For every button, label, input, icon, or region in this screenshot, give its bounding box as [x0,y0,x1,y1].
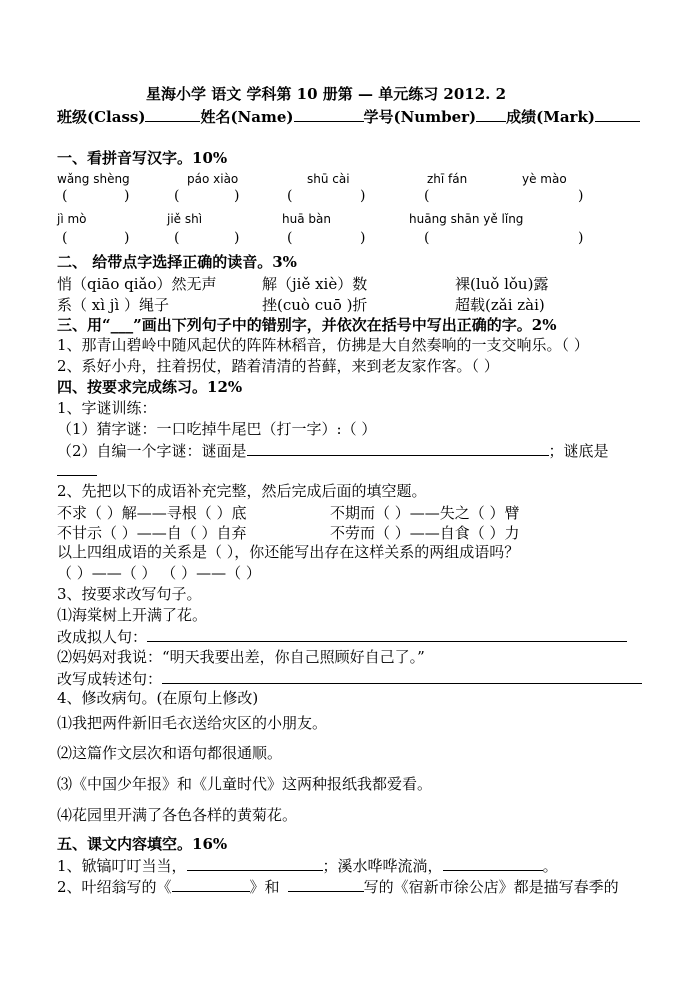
score-label: 成绩(Mark) [506,108,595,126]
section4-heading: 四、按要求完成练习。12% [57,378,243,396]
section1-heading: 一、看拼音写汉字。10% [57,149,228,167]
answer-row-1[interactable]: ( ) ( ) ( ) ( ) [62,188,584,204]
q2-title: 2、先把以下的成语补充完整，然后完成后面的填空题。 [57,482,427,500]
idiom-row-2b[interactable]: 不劳而（ ）——自食（ ）力 [330,524,520,542]
number-label: 学号(Number) [363,108,477,126]
pinyin-2: páo xiào [187,172,239,186]
reported-speech-blank[interactable] [162,668,642,684]
fix-sentence-3[interactable]: ⑶《中国少年报》和《儿童时代》这两种报纸我都爱看。 [57,775,433,793]
worksheet-title: 星海小学 语文 学科第 10 册第 — 单元练习 2012. 2 [146,85,507,103]
fix-sentence-1[interactable]: ⑴我把两件新旧毛衣送给灾区的小朋友。 [57,714,328,732]
fill1-blank-1[interactable] [187,855,323,871]
fill1-a: 1、锨镐叮叮当当， [57,857,187,875]
q3b-task: 改写成转述句： [57,670,163,688]
pinyin-6: jì mò [57,212,87,226]
idiom-row-2a[interactable]: 不甘示（ ）——自（ ）自弃 [57,524,247,542]
pinyin-9: huāng shān yě lǐng [409,212,524,226]
class-label: 班级(Class) [57,108,146,126]
q3a-sentence: ⑴海棠树上开满了花。 [57,606,208,624]
fill2-b: 》和 [249,878,280,896]
fill2-c: 写的《宿新市徐公店》都是描写春季的 [363,878,619,896]
fill-item-1 [57,855,558,876]
fix-sentence-4[interactable]: ⑷花园里开满了各色各样的黄菊花。 [57,806,298,824]
fill1-c: 。 [542,857,558,875]
answer-row-2[interactable]: ( ) ( ) ( ) ( ) [62,230,584,246]
name-blank[interactable] [294,106,364,122]
q3-title: 3、按要求改写句子。 [57,585,202,603]
personification-blank[interactable] [147,626,627,642]
pinyin-5: yè mào [522,172,567,186]
reading-choice-3[interactable]: 裸(luǒ lǒu)露 [455,275,549,293]
class-blank[interactable] [145,106,200,122]
q1b-line [57,440,609,461]
q1b-pre: （2）自编一个字谜：谜面是 [57,442,247,460]
riddle-surface-blank[interactable] [247,440,549,456]
q3b-sentence: ⑵妈妈对我说：“明天我要出差，你自己照顾好自己了。” [57,648,425,666]
fill2-blank-2[interactable] [288,876,364,892]
typo-item-1[interactable]: 1、那青山碧岭中随风起伏的阵阵林稻音，仿拂是大自然奏响的一支交响乐。（ ） [57,336,589,354]
reading-choice-4[interactable]: 系（ xì jì ）绳子 [57,296,170,314]
idiom-relation[interactable]: 以上四组成语的关系是（ ），你还能写出存在这样关系的两组成语吗？ [57,543,520,561]
riddle-answer-line[interactable] [57,460,97,480]
name-label: 姓名(Name) [200,108,294,126]
q1-title: 1、字谜训练： [57,399,157,417]
number-blank[interactable] [476,106,506,122]
reading-choice-6[interactable]: 超载(zǎi zài) [455,296,545,314]
fill2-blank-1[interactable] [172,876,250,892]
reading-choice-1[interactable]: 悄（qiāo qiǎo）然无声 [57,275,217,293]
q3a-task: 改成拟人句： [57,628,148,646]
pinyin-8: huā bàn [282,212,331,226]
fix-sentence-2[interactable]: ⑵这篇作文层次和语句都很通顺。 [57,744,283,762]
fill2-a: 2、叶绍翁写的《 [57,878,172,896]
score-blank[interactable] [595,106,640,122]
pinyin-3: shū cài [307,172,350,186]
section5-heading: 五、课文内容填空。16% [57,835,228,853]
pinyin-1: wǎng shèng [57,172,130,186]
fill1-blank-2[interactable] [443,855,543,871]
reading-choice-2[interactable]: 解（jiě xiè）数 [262,275,368,293]
q3b-task-line [57,668,642,689]
q3a-task-line [57,626,627,647]
q4-title: 4、修改病句。(在原句上修改) [57,689,259,707]
typo-item-2[interactable]: 2、系好小舟，拄着拐仗，踏着清清的苔藓，来到老友家作客。（ ） [57,357,499,375]
idiom-answers[interactable]: （ ）——（ ） （ ）——（ ） [57,564,261,582]
q1b-post: ；谜底是 [548,442,609,460]
reading-choice-5[interactable]: 挫(cuò cuō )折 [262,296,368,314]
idiom-row-1b[interactable]: 不期而（ ）——失之（ ）臂 [330,504,520,522]
q1a-riddle[interactable]: （1）猜字谜：一口吃掉牛尾巴（打一字）:（ ） [57,420,377,438]
idiom-row-1a[interactable]: 不求（ ）解——寻根（ ）底 [57,504,247,522]
section2-heading: 二、 给带点字选择正确的读音。3% [57,253,297,271]
pinyin-7: jiě shì [167,212,203,226]
section3-heading: 三、用“___”画出下列句子中的错别字，并依次在括号中写出正确的字。2% [57,316,557,334]
fill1-b: ；溪水哗哗流淌， [322,857,443,875]
fill-item-2 [57,876,619,897]
student-info-line [57,106,640,127]
pinyin-4: zhī fán [427,172,468,186]
